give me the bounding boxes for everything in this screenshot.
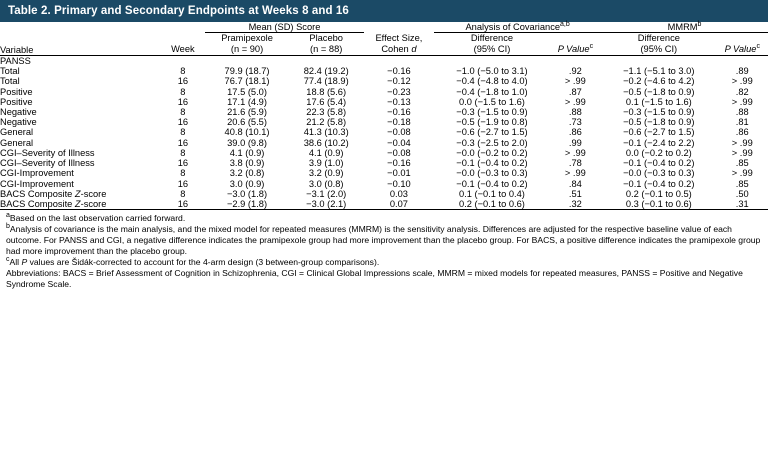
row-placebo: 18.8 (5.6)	[306, 86, 347, 97]
row-variable: Total	[0, 66, 20, 77]
table-row	[0, 168, 768, 178]
row-mmrm-difference: −0.1 (−0.4 to 0.2)	[623, 158, 695, 169]
row-ancova-difference: 0.1 (−0.1 to 0.4)	[459, 188, 525, 199]
row-week: 8	[180, 147, 186, 158]
row-ancova-pvalue: > .99	[564, 96, 586, 107]
table-row	[0, 199, 768, 209]
table-row	[0, 148, 768, 158]
row-effect-size: −0.23	[387, 86, 411, 97]
row-week: 8	[180, 66, 186, 77]
row-variable: CGI–Severity of Illness	[0, 147, 95, 158]
row-mmrm-pvalue: > .99	[731, 168, 753, 179]
row-mmrm-pvalue: > .99	[731, 76, 753, 87]
group-header-mmrm: MMRM$^b$	[601, 22, 768, 33]
row-mmrm-pvalue: .85	[735, 178, 749, 189]
col-header-effect-size: Effect Size, Cohen d	[375, 33, 423, 54]
row-ancova-difference: −0.0 (−0.2 to 0.2)	[456, 147, 528, 158]
row-effect-size: −0.08	[387, 127, 411, 138]
footnote-c: $^c$All P values are Šidák-corrected to account for the 4-arm design (3 between-group comparisons).	[6, 256, 380, 268]
footnote-marker-ab: a,b	[560, 20, 570, 28]
table-row	[0, 97, 768, 107]
row-week: 8	[180, 86, 186, 97]
row-mmrm-pvalue: > .99	[731, 137, 753, 148]
row-pramipexole: 3.0 (0.9)	[229, 178, 265, 189]
row-mmrm-difference: −0.0 (−0.3 to 0.3)	[623, 168, 695, 179]
row-ancova-difference: −0.4 (−4.8 to 4.0)	[456, 76, 528, 87]
group-header-mean-sd: Mean (SD) Score	[205, 22, 363, 33]
col-header-ancova-difference: Difference (95% CI)	[470, 33, 514, 54]
row-ancova-difference: −0.6 (−2.7 to 1.5)	[456, 127, 528, 138]
row-variable: General	[0, 127, 34, 138]
row-effect-size: −0.10	[387, 178, 411, 189]
row-mmrm-difference: 0.2 (−0.1 to 0.5)	[625, 188, 692, 199]
row-pramipexole: 21.6 (5.9)	[227, 107, 267, 118]
row-mmrm-difference: −0.2 (−4.6 to 4.2)	[623, 76, 695, 87]
row-ancova-difference: −0.3 (−1.5 to 0.9)	[456, 107, 528, 118]
row-pramipexole: 39.0 (9.8)	[227, 137, 267, 148]
row-ancova-pvalue: .87	[568, 86, 582, 97]
table-row	[0, 179, 768, 189]
table-row	[0, 158, 768, 168]
row-ancova-difference: −0.4 (−1.8 to 1.0)	[456, 86, 528, 97]
row-mmrm-pvalue: > .99	[731, 147, 753, 158]
row-pramipexole: −2.9 (1.8)	[227, 199, 268, 209]
row-mmrm-pvalue: .89	[735, 66, 749, 77]
row-variable: BACS Composite Z-score	[0, 199, 107, 209]
row-mmrm-pvalue: .85	[735, 158, 749, 169]
row-mmrm-difference: −1.1 (−5.1 to 3.0)	[623, 66, 695, 77]
row-pramipexole: 3.8 (0.9)	[229, 158, 265, 169]
row-effect-size: −0.16	[387, 107, 411, 118]
row-pramipexole: 3.2 (0.8)	[229, 168, 265, 179]
table-row	[0, 138, 768, 148]
row-mmrm-difference: −0.5 (−1.8 to 0.9)	[623, 86, 695, 97]
table-row-section	[0, 55, 768, 66]
row-effect-size: −0.08	[387, 147, 411, 158]
row-variable: Negative	[0, 117, 37, 128]
row-mmrm-pvalue: .82	[735, 86, 749, 97]
row-variable: Positive	[0, 86, 33, 97]
row-placebo: 4.1 (0.9)	[308, 147, 344, 158]
row-placebo: 17.6 (5.4)	[306, 96, 347, 107]
row-ancova-difference: −1.0 (−5.0 to 3.1)	[456, 66, 528, 77]
row-ancova-pvalue: .86	[568, 127, 582, 138]
row-variable: General	[0, 137, 34, 148]
row-mmrm-difference: −0.5 (−1.8 to 0.9)	[623, 117, 695, 128]
row-pramipexole: 17.5 (5.0)	[227, 86, 267, 97]
row-week: 8	[180, 107, 186, 118]
table-title: Table 2. Primary and Secondary Endpoints at Weeks 8 and 16	[0, 0, 768, 22]
row-placebo: −3.0 (2.1)	[306, 199, 347, 209]
footnote-marker: b	[6, 223, 10, 231]
row-variable: CGI-Improvement	[0, 168, 74, 179]
group-header-ancova: Analysis of Covariance$^{a,b}$	[434, 22, 601, 33]
row-ancova-pvalue: .78	[568, 158, 582, 169]
col-header-mmrm-pvalue: P Value$^c$	[724, 42, 760, 54]
header-group-row	[0, 22, 768, 33]
row-mmrm-difference: 0.3 (−0.1 to 0.6)	[625, 199, 692, 209]
col-header-pramipexole: Pramipexole (n = 90)	[221, 33, 273, 54]
row-mmrm-difference: −0.6 (−2.7 to 1.5)	[623, 127, 695, 138]
row-mmrm-pvalue: .86	[735, 127, 749, 138]
row-placebo: 21.2 (5.8)	[306, 117, 347, 128]
row-week: 16	[177, 117, 189, 128]
row-variable: BACS Composite Z-score	[0, 188, 107, 199]
row-pramipexole: 76.7 (18.1)	[224, 76, 270, 87]
row-effect-size: −0.12	[387, 76, 411, 87]
row-placebo: 3.2 (0.9)	[308, 168, 344, 179]
row-ancova-pvalue: .92	[568, 66, 582, 77]
row-week: 16	[177, 199, 189, 209]
table-row	[0, 107, 768, 117]
row-effect-size: −0.13	[387, 96, 411, 107]
footnote-a: $^a$Based on the last observation carried forward.	[6, 212, 186, 224]
col-header-ancova-pvalue: P Value$^c$	[557, 42, 594, 54]
row-effect-size: −0.01	[387, 168, 411, 179]
row-pramipexole: 4.1 (0.9)	[229, 147, 265, 158]
row-mmrm-pvalue: .81	[735, 117, 749, 128]
abbreviations-note: Abbreviations: BACS = Brief Assessment of Cognition in Schizophrenia, CGI = Clinical Global Impressions scale, MMRM = mixed models for repeated measures, PANSS = Positive and Negative Syndrome Scale.	[6, 268, 743, 290]
row-week: 8	[180, 188, 186, 199]
table-row	[0, 189, 768, 199]
table-row	[0, 117, 768, 127]
row-mmrm-pvalue: .50	[735, 188, 749, 199]
table-row	[0, 87, 768, 97]
row-effect-size: 0.03	[389, 188, 408, 199]
row-placebo: 41.3 (10.3)	[303, 127, 349, 138]
row-effect-size: 0.07	[389, 199, 408, 209]
table-row	[0, 66, 768, 76]
row-variable: Total	[0, 76, 20, 87]
row-week: 8	[180, 168, 186, 179]
row-ancova-difference: 0.0 (−1.5 to 1.6)	[459, 96, 525, 107]
footnote-marker: a	[6, 212, 10, 220]
row-mmrm-difference: −0.3 (−1.5 to 0.9)	[623, 107, 695, 118]
row-week: 16	[177, 96, 189, 107]
footnote-marker-c: c	[756, 42, 760, 50]
col-header-week: Week	[171, 43, 195, 54]
row-pramipexole: 79.9 (18.7)	[224, 66, 270, 77]
row-effect-size: −0.16	[387, 66, 411, 77]
row-mmrm-difference: 0.0 (−0.2 to 0.2)	[625, 147, 692, 158]
row-week: 16	[177, 137, 189, 148]
row-ancova-difference: −0.1 (−0.4 to 0.2)	[456, 178, 528, 189]
row-placebo: 82.4 (19.2)	[303, 66, 349, 77]
row-ancova-pvalue: .88	[568, 107, 582, 118]
header-columns-row	[0, 33, 768, 55]
row-variable: CGI–Severity of Illness	[0, 158, 95, 169]
row-ancova-difference: −0.0 (−0.3 to 0.3)	[456, 168, 528, 179]
row-placebo: 3.9 (1.0)	[308, 158, 344, 169]
col-header-variable: Variable	[0, 44, 34, 55]
table-row	[0, 127, 768, 137]
col-header-placebo: Placebo (n = 88)	[309, 33, 343, 54]
row-pramipexole: −3.0 (1.8)	[227, 188, 268, 199]
row-variable: CGI-Improvement	[0, 178, 74, 189]
row-ancova-pvalue: > .99	[564, 76, 586, 87]
section-label-panss: PANSS	[0, 55, 31, 66]
row-ancova-difference: −0.5 (−1.9 to 0.8)	[456, 117, 528, 128]
row-mmrm-pvalue: > .99	[731, 96, 753, 107]
row-pramipexole: 17.1 (4.9)	[227, 96, 267, 107]
row-ancova-pvalue: .51	[568, 188, 582, 199]
row-week: 16	[177, 158, 189, 169]
endpoints-table	[0, 22, 768, 210]
row-placebo: 77.4 (18.9)	[303, 76, 349, 87]
row-effect-size: −0.18	[387, 117, 411, 128]
row-effect-size: −0.04	[387, 137, 411, 148]
row-ancova-pvalue: > .99	[564, 168, 586, 179]
row-mmrm-difference: −0.1 (−2.4 to 2.2)	[623, 137, 695, 148]
row-placebo: 22.3 (5.8)	[306, 107, 347, 118]
footnote-marker: c	[6, 256, 10, 264]
row-placebo: −3.1 (2.0)	[306, 188, 347, 199]
row-mmrm-pvalue: .88	[735, 107, 749, 118]
row-ancova-pvalue: .99	[568, 137, 582, 148]
footnotes	[0, 210, 768, 290]
footnote-b: $^b$Analysis of covariance is the main analysis, and the mixed model for repeated measures (MMRM) is the sensitivity analysis. Differences are adjusted for the respective baseline value of each outcome. For PANSS and CGI, a negative difference indicates the pramipexole group had more improvement than the placebo group. For BACS, a positive difference indicates the pramipexole group had more improvement than the placebo group.	[6, 223, 761, 256]
row-ancova-difference: −0.1 (−0.4 to 0.2)	[456, 158, 528, 169]
row-ancova-difference: −0.3 (−2.5 to 2.0)	[456, 137, 528, 148]
table-row	[0, 76, 768, 86]
row-ancova-pvalue: .32	[568, 199, 582, 209]
row-mmrm-difference: 0.1 (−1.5 to 1.6)	[625, 96, 692, 107]
row-placebo: 3.0 (0.8)	[308, 178, 344, 189]
row-ancova-pvalue: .84	[568, 178, 582, 189]
row-pramipexole: 20.6 (5.5)	[227, 117, 267, 128]
row-ancova-pvalue: .73	[568, 117, 582, 128]
row-variable: Negative	[0, 107, 37, 118]
row-ancova-difference: 0.2 (−0.1 to 0.6)	[459, 199, 525, 209]
row-pramipexole: 40.8 (10.1)	[224, 127, 270, 138]
row-mmrm-difference: −0.1 (−0.4 to 0.2)	[623, 178, 695, 189]
footnote-marker-c: c	[589, 42, 594, 50]
row-mmrm-pvalue: .31	[735, 199, 749, 209]
row-placebo: 38.6 (10.2)	[303, 137, 349, 148]
col-header-mmrm-difference: Difference (95% CI)	[637, 33, 680, 54]
row-ancova-pvalue: > .99	[564, 147, 586, 158]
row-effect-size: −0.16	[387, 158, 411, 169]
row-week: 16	[177, 178, 189, 189]
footnote-marker-b: b	[697, 20, 702, 28]
row-week: 8	[180, 127, 186, 138]
row-week: 16	[177, 76, 189, 87]
row-variable: Positive	[0, 96, 33, 107]
